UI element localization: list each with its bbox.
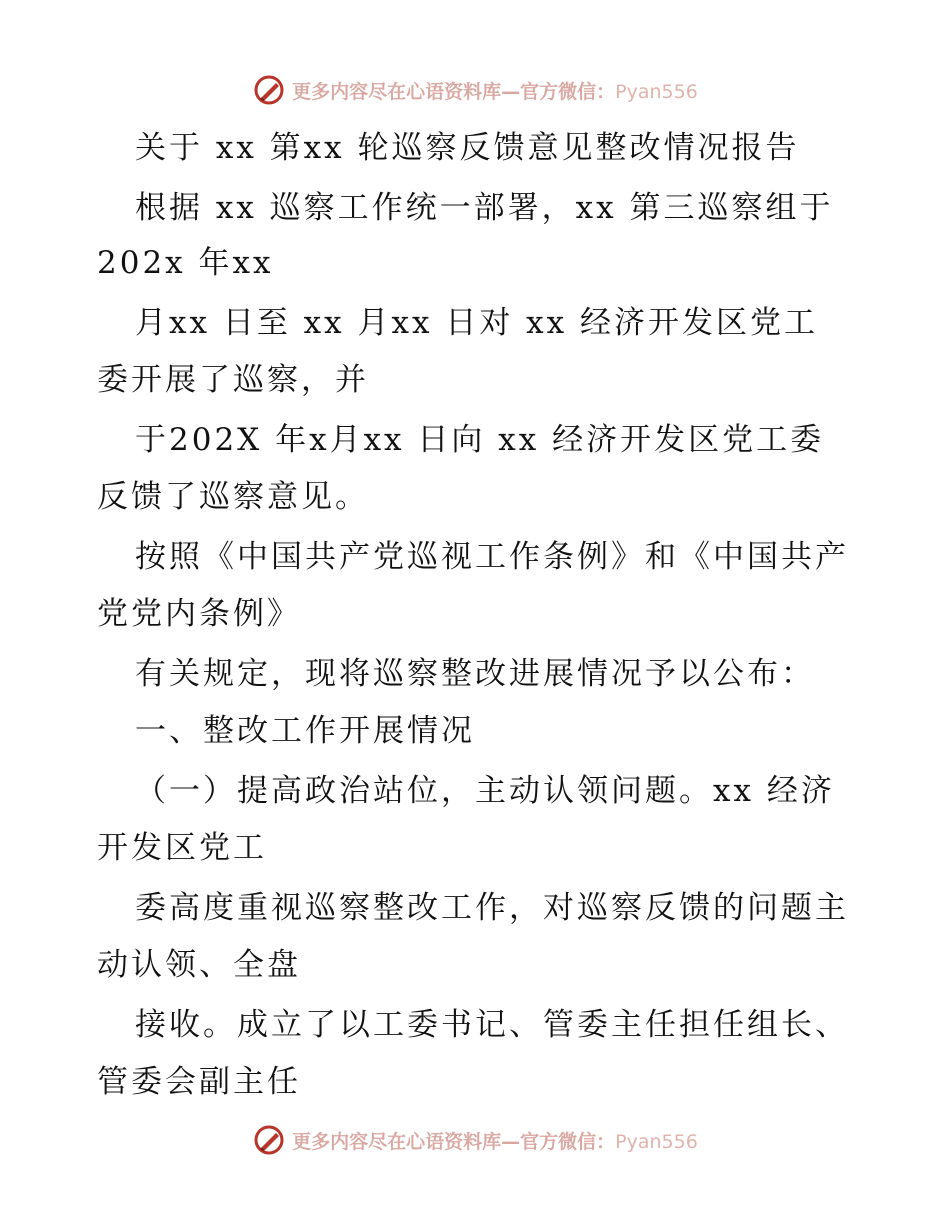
- paragraph-line: 委开展了巡察，并: [97, 362, 369, 398]
- paragraph-line: 有关规定，现将巡察整改进展情况予以公布：: [135, 656, 815, 692]
- paragraph-line: 反馈了巡察意见。: [97, 479, 369, 515]
- section-heading: 一、整改工作开展情况: [135, 713, 475, 749]
- paragraph-line: 开发区党工: [97, 830, 267, 866]
- paragraph-line: 根据 xx 巡察工作统一部署，xx 第三巡察组于: [135, 190, 834, 226]
- paragraph-line: 委高度重视巡察整改工作，对巡察反馈的问题主: [135, 890, 849, 926]
- paragraph-line: 202x 年xx: [97, 245, 274, 281]
- paragraph-line: 接收。成立了以工委书记、管委主任担任组长、: [135, 1007, 849, 1043]
- paragraph-line: 动认领、全盘: [97, 947, 301, 983]
- paragraph-line: 党党内条例》: [97, 596, 301, 632]
- paragraph-line: 管委会副主任: [97, 1064, 301, 1100]
- pen-logo-icon: [252, 1123, 286, 1157]
- paragraph-line: 月xx 日至 xx 月xx 日对 xx 经济开发区党工: [135, 305, 818, 341]
- watermark-text: 更多内容尽在心语资料库—官方微信：Pyan556: [292, 1130, 698, 1153]
- paragraph-line: 按照《中国共产党巡视工作条例》和《中国共产: [135, 539, 849, 575]
- subsection-heading: （一）提高政治站位，主动认领问题。xx 经济: [135, 773, 835, 809]
- footer-watermark: [0, 1120, 950, 1160]
- watermark-text: 更多内容尽在心语资料库—官方微信：Pyan556: [292, 80, 698, 103]
- document-title: 关于 xx 第xx 轮巡察反馈意见整改情况报告: [135, 130, 800, 166]
- paragraph-line: 于202X 年x月xx 日向 xx 经济开发区党工委: [135, 422, 825, 458]
